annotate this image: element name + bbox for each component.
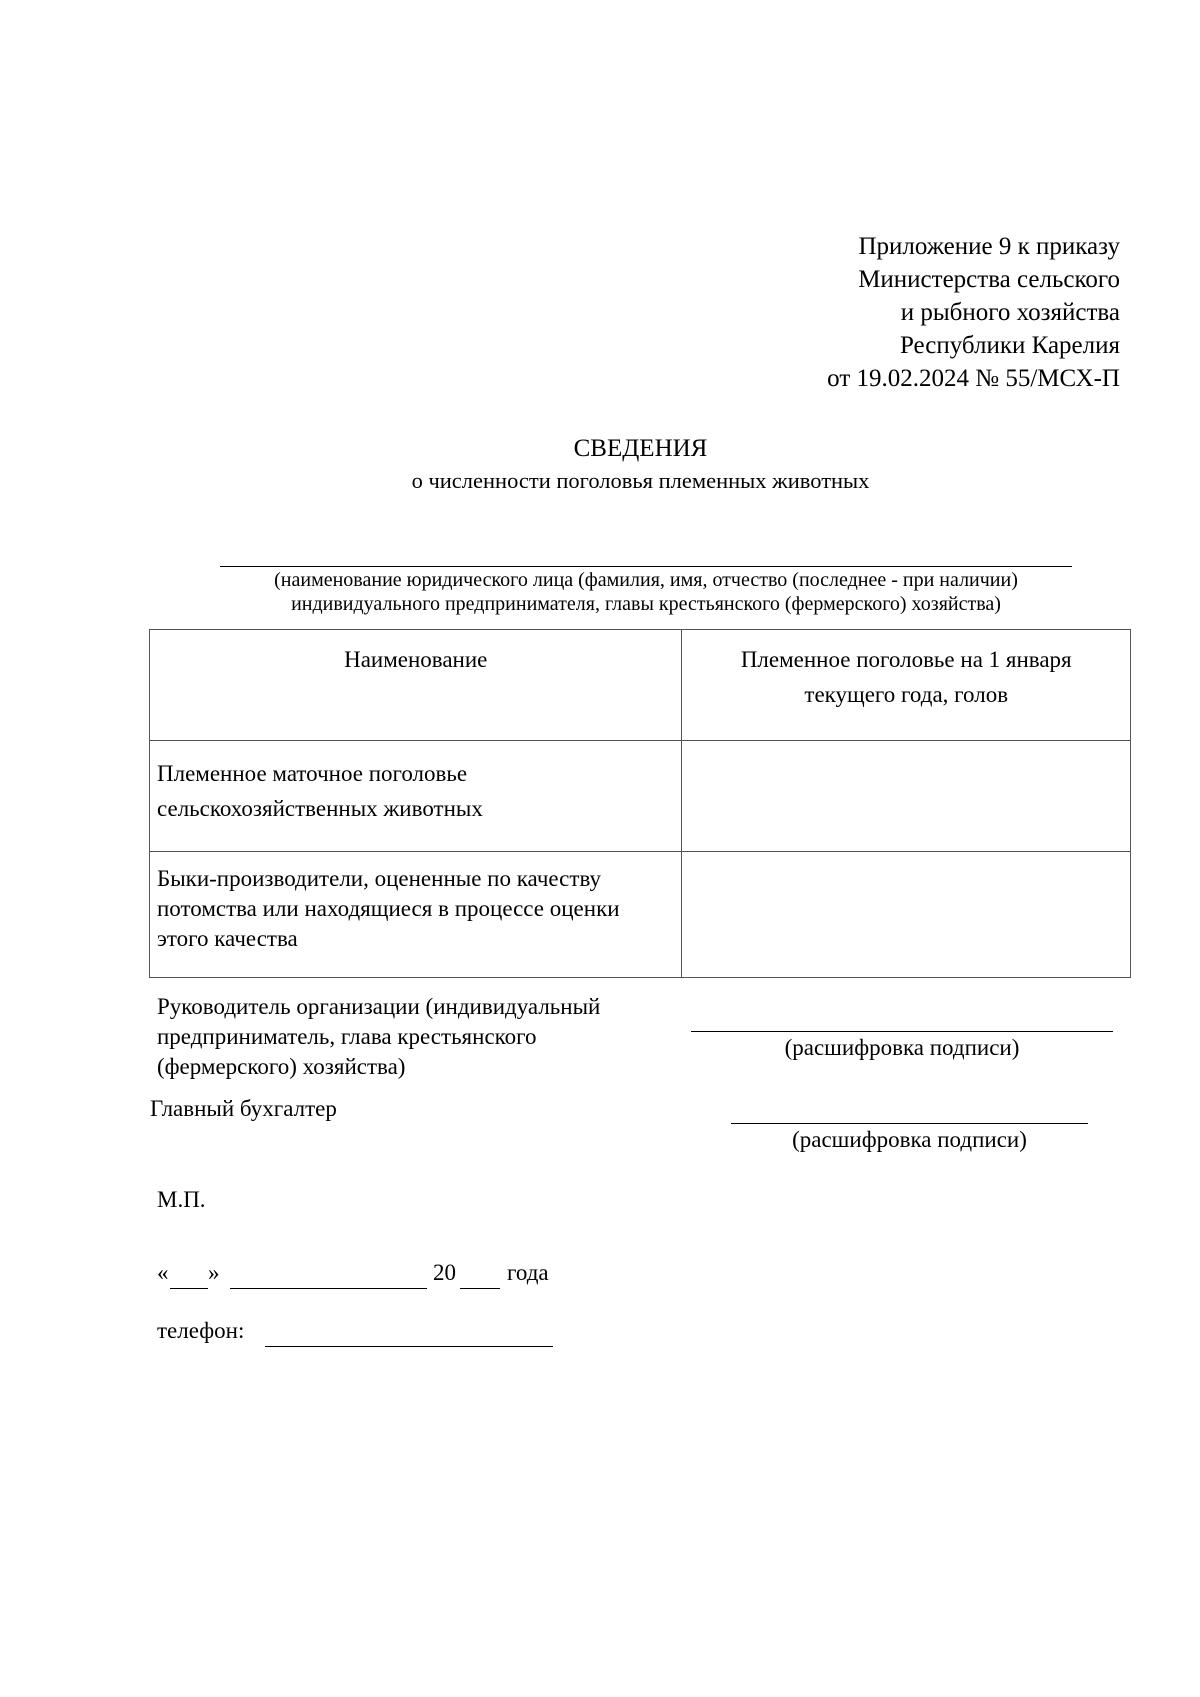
entity-caption xyxy=(220,568,1072,616)
date-month-field[interactable] xyxy=(230,1288,427,1289)
head-signature-caption: (расшифровка подписи) xyxy=(784,1035,1020,1060)
appendix-line: от 19.02.2024 № 55/МСХ-П xyxy=(827,365,1120,392)
table-row xyxy=(150,741,1131,852)
accountant-signature-line[interactable] xyxy=(731,1123,1088,1124)
date-suffix: года xyxy=(507,1260,549,1285)
appendix-line: Республики Карелия xyxy=(899,332,1120,359)
appendix-line: Министерства сельского xyxy=(858,266,1120,293)
date-open-quote: « xyxy=(157,1260,169,1285)
appendix-line: Приложение 9 к приказу xyxy=(858,233,1120,260)
date-century: 20 xyxy=(433,1260,456,1285)
accountant-label: Главный бухгалтер xyxy=(150,1096,337,1121)
appendix-block xyxy=(827,230,1120,395)
row-value-cell[interactable] xyxy=(682,741,1131,852)
appendix-line: и рыбного хозяйства xyxy=(900,299,1120,326)
livestock-table xyxy=(149,629,1131,978)
row-name-cell: Быки-производители, оцененные по качеству потомства или находящиеся в процессе оценки этого качества xyxy=(150,852,682,978)
header-cell-name: Наименование xyxy=(150,630,682,741)
head-signature-line[interactable] xyxy=(691,1031,1113,1032)
entity-caption-line: (наименование юридического лица (фамилия, имя, отчество (последнее - при наличии) xyxy=(274,569,1018,591)
phone-field[interactable] xyxy=(265,1346,553,1347)
header-cell-count: Племенное поголовье на 1 января текущего года, голов xyxy=(682,630,1131,741)
phone-label: телефон: xyxy=(157,1318,245,1343)
row-value-cell[interactable] xyxy=(682,852,1131,978)
document-subtitle: о численности поголовья племенных животных xyxy=(411,468,870,493)
stamp-mark: М.П. xyxy=(157,1187,206,1212)
accountant-signature-caption: (расшифровка подписи) xyxy=(792,1127,1027,1152)
date-year-field[interactable] xyxy=(460,1288,500,1289)
table-header-row xyxy=(150,630,1131,741)
entity-caption-line: индивидуального предпринимателя, главы крестьянского (фермерского) хозяйства) xyxy=(291,593,1001,615)
date-close-quote: » xyxy=(208,1260,220,1285)
head-signature-label: Руководитель организации (индивидуальный предприниматель, глава крестьянского (фермерского) хозяйства) xyxy=(157,994,601,1079)
entity-name-line xyxy=(220,566,1072,567)
document-title: СВЕДЕНИЯ xyxy=(573,435,708,462)
date-day-field[interactable] xyxy=(170,1288,208,1289)
row-name-cell: Племенное маточное поголовье сельскохозяйственных животных xyxy=(150,741,682,852)
table-row xyxy=(150,852,1131,978)
